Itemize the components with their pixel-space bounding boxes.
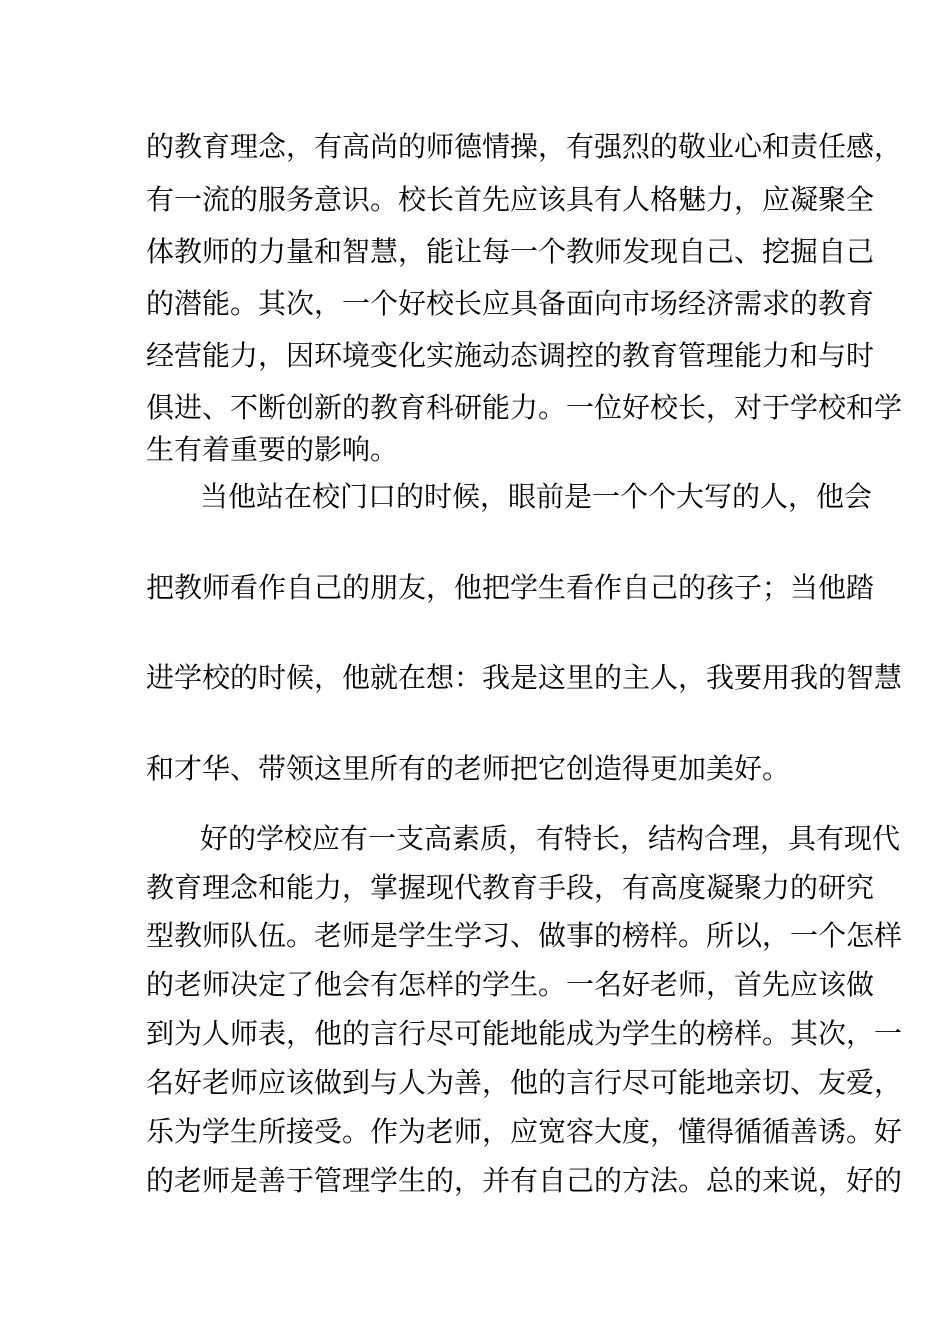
text-line: 的潜能。其次，一个好校长应具备面向市场经济需求的教育 xyxy=(146,287,875,320)
text-line: 有一流的服务意识。校长首先应该具有人格魅力，应凝聚全 xyxy=(146,183,875,216)
text-line: 经营能力，因环境变化实施动态调控的教育管理能力和与时 xyxy=(146,339,875,372)
text-line: 到为人师表，他的言行尽可能地能成为学生的榜样。其次，一 xyxy=(146,1017,903,1050)
text-line: 的老师是善于管理学生的，并有自己的方法。总的来说，好的 xyxy=(146,1164,903,1197)
text-line: 好的学校应有一支高素质，有特长，结构合理，具有现代 xyxy=(200,822,901,855)
text-line: 俱进、不断创新的教育科研能力。一位好校长，对于学校和学 xyxy=(146,391,903,424)
text-line: 乐为学生所接受。作为老师，应宽容大度，懂得循循善诱。好 xyxy=(146,1115,903,1148)
text-line: 型教师队伍。老师是学生学习、做事的榜样。所以，一个怎样 xyxy=(146,919,903,952)
text-line: 体教师的力量和智慧，能让每一个教师发现自己、挖掘自己 xyxy=(146,235,875,268)
text-line: 当他站在校门口的时候，眼前是一个个大写的人，他会 xyxy=(200,480,873,513)
text-line: 的教育理念，有高尚的师德情操，有强烈的敬业心和责任感， xyxy=(146,130,903,163)
text-line: 生有着重要的影响。 xyxy=(146,433,399,466)
text-line: 和才华、带领这里所有的老师把它创造得更加美好。 xyxy=(146,752,791,785)
text-line: 把教师看作自己的朋友，他把学生看作自己的孩子；当他踏 xyxy=(146,571,875,604)
text-line: 教育理念和能力，掌握现代教育手段，有高度凝聚力的研究 xyxy=(146,871,875,904)
text-line: 进学校的时候，他就在想：我是这里的主人，我要用我的智慧 xyxy=(146,661,903,694)
text-line: 的老师决定了他会有怎样的学生。一名好老师，首先应该做 xyxy=(146,968,875,1001)
text-line: 名好老师应该做到与人为善，他的言行尽可能地亲切、友爱， xyxy=(146,1066,903,1099)
